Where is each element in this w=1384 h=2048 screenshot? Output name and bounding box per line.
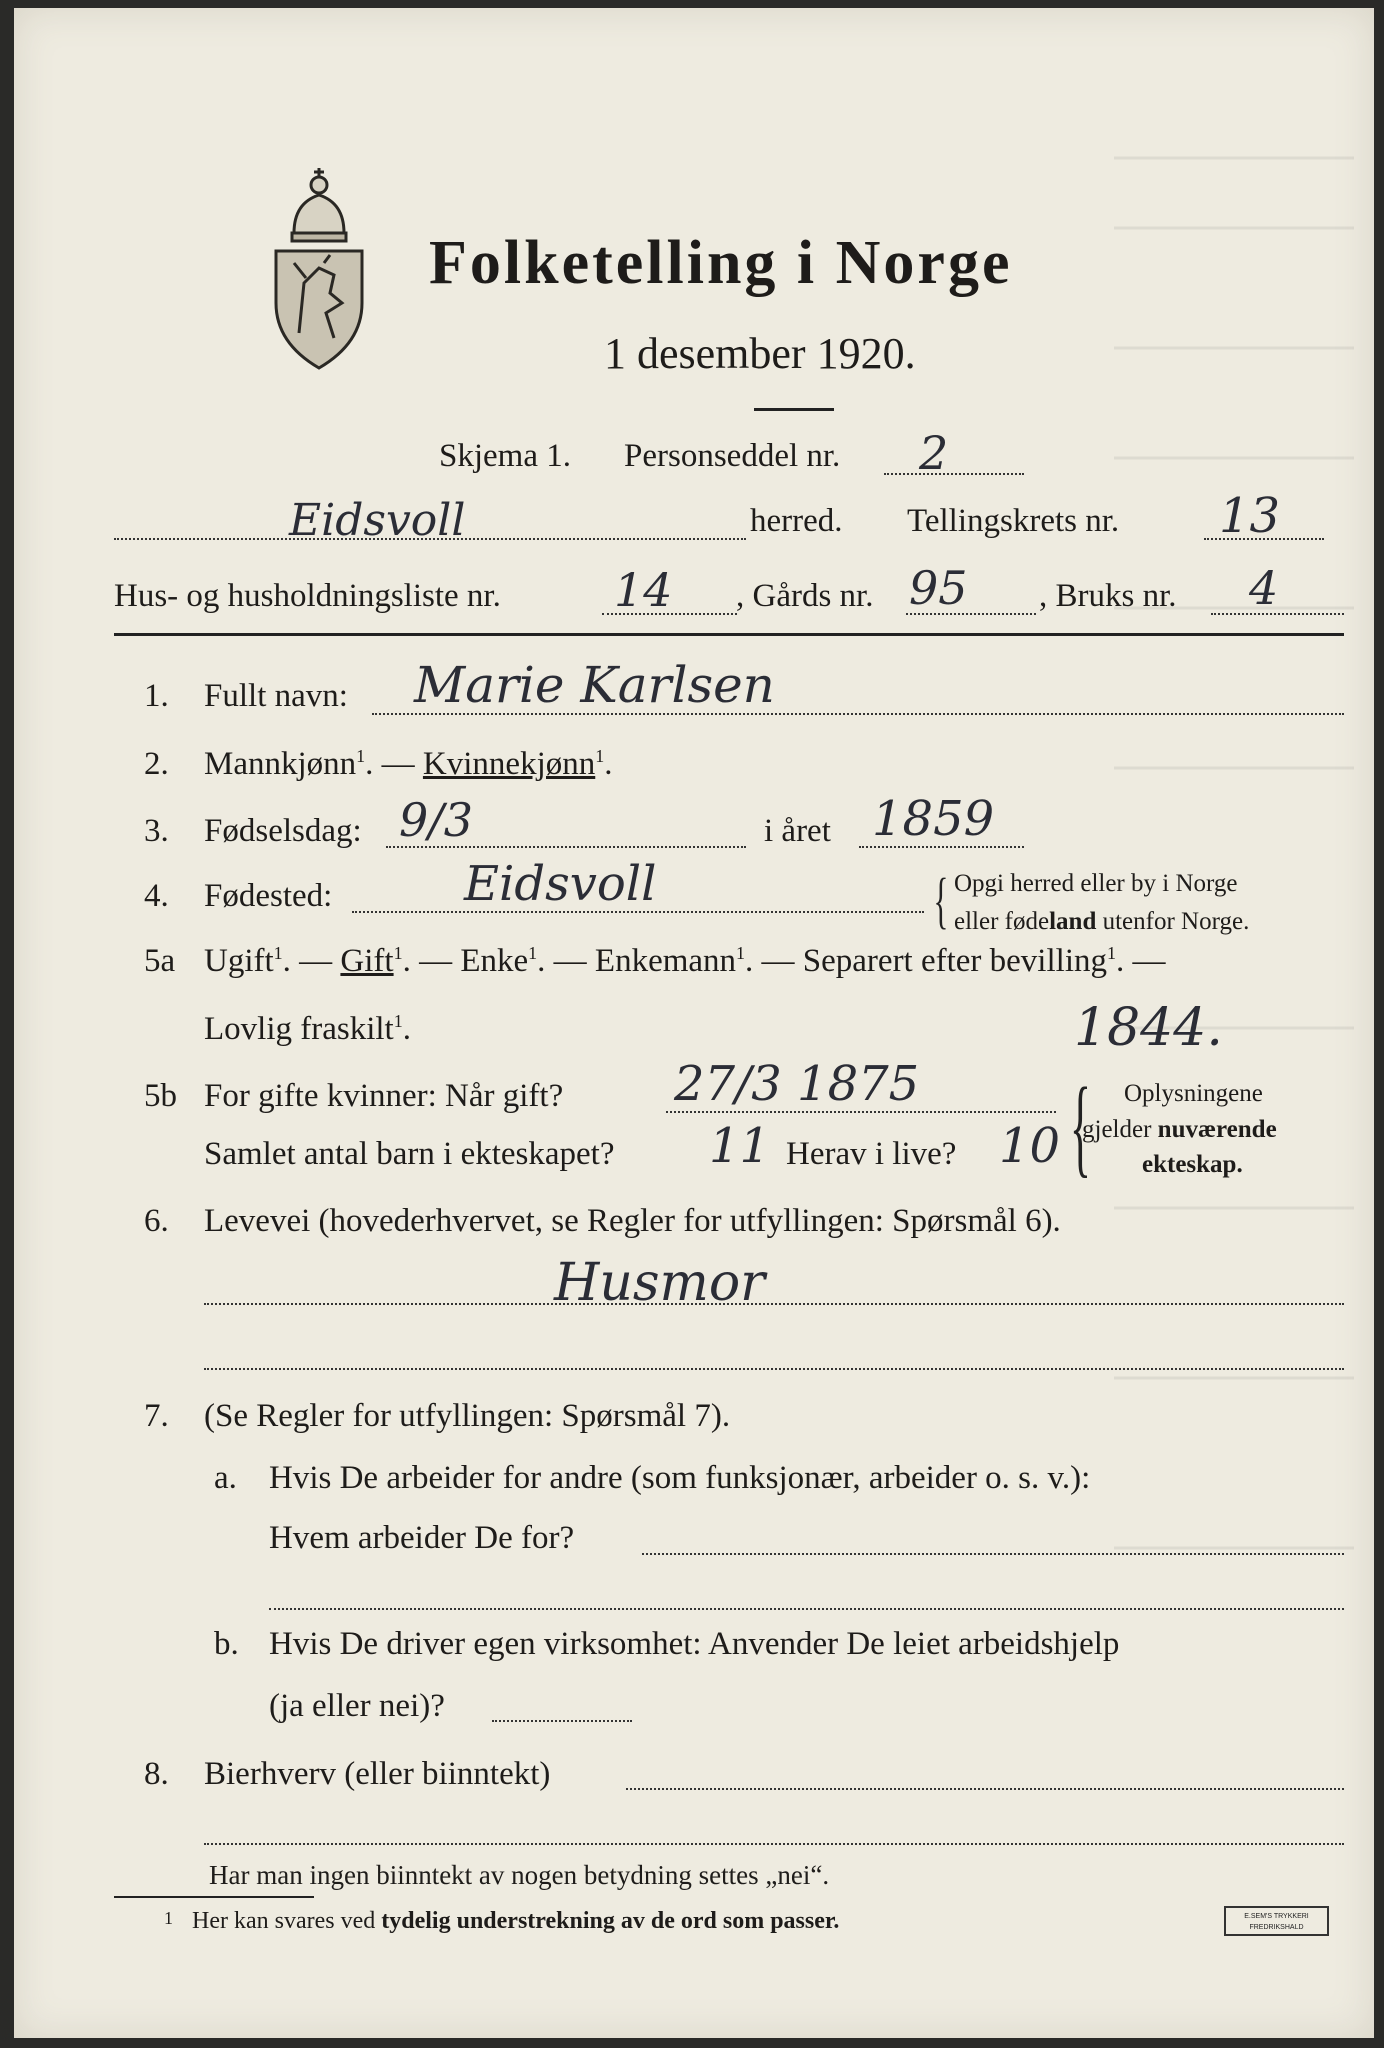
footnote-divider xyxy=(114,1896,314,1898)
bruks-value: 4 xyxy=(1249,561,1279,615)
tellingskrets-label: Tellingskrets nr. xyxy=(907,503,1120,539)
q7-label: (Se Regler for utfyllingen: Spørsmål 7). xyxy=(204,1398,731,1434)
q4-note-2: eller fødeland utenfor Norge. xyxy=(954,908,1250,935)
personseddel-label: Personseddel nr. xyxy=(624,438,841,474)
q3-value: 9/3 xyxy=(399,793,474,847)
q5a-options: Ugift$^1$. — Gift$^1$. — Enke$^1$. — Enkemann$^1$. — Separert efter bevilling$^1$. — xyxy=(204,943,1166,979)
q4-number: 4. xyxy=(144,878,169,914)
q6-value: Husmor xyxy=(554,1253,765,1313)
q1-value: Marie Karlsen xyxy=(414,656,775,714)
q7a-line-2 xyxy=(269,1608,1344,1610)
q4-brace: { xyxy=(933,867,949,935)
footnote-mark: 1 xyxy=(164,1908,173,1928)
q8-number: 8. xyxy=(144,1756,169,1792)
census-form-page xyxy=(14,8,1374,2038)
q7a-sub: Hvem arbeider De for? xyxy=(269,1520,575,1556)
q5a-handwritten-note: 1844. xyxy=(1074,998,1223,1058)
gards-label: , Gårds nr. xyxy=(736,578,874,614)
q8-note: Har man ingen biinntekt av nogen betydning settes „nei“. xyxy=(209,1860,830,1890)
q2-options: Mannkjønn$^1$. — Kvinnekjønn$^1$. xyxy=(204,746,613,782)
q4-note-1: Opgi herred eller by i Norge xyxy=(954,870,1238,897)
hus-label: Hus- og husholdningsliste nr. xyxy=(114,578,501,614)
q4-value: Eidsvoll xyxy=(464,856,657,912)
q5b-barn-value: 11 xyxy=(709,1118,771,1174)
q8-label: Bierhverv (eller biinntekt) xyxy=(204,1756,551,1792)
q1-label: Fullt navn: xyxy=(204,678,348,714)
q5b-note-2: gjelder nuværende xyxy=(1082,1116,1277,1143)
personseddel-value: 2 xyxy=(919,426,949,480)
norwegian-coat-of-arms-icon xyxy=(264,163,374,373)
q5b-live-value: 10 xyxy=(999,1118,1061,1174)
q3-year-value: 1859 xyxy=(872,791,995,847)
q2-mannkjonn: Mannkjønn xyxy=(204,746,357,782)
q7b-line xyxy=(492,1720,632,1722)
q3-aret-label: i året xyxy=(764,813,831,849)
form-date: 1 desember 1920. xyxy=(604,329,916,378)
section-divider xyxy=(114,633,1344,636)
q7b-label: Hvis De driver egen virksomhet: Anvender De leiet arbeidshjelp xyxy=(269,1626,1120,1662)
q3-label: Fødselsdag: xyxy=(204,813,362,849)
q2-kvinnekjonn: Kvinnekjønn xyxy=(422,746,596,782)
q3-number: 3. xyxy=(144,813,169,849)
herred-label: herred. xyxy=(750,503,843,539)
q6-line-1 xyxy=(204,1303,1344,1305)
hus-value: 14 xyxy=(614,563,673,617)
q5b-brace: { xyxy=(1069,1065,1091,1187)
q7b-number: b. xyxy=(214,1626,239,1662)
footnote-text: Her kan svares ved tydelig understrekning av de ord som passer. xyxy=(192,1908,840,1934)
q5b-live-label: Herav i live? xyxy=(786,1136,957,1172)
q6-label: Levevei (hovederhvervet, se Regler for utfyllingen: Spørsmål 6). xyxy=(204,1203,1061,1239)
herred-value: Eidsvoll xyxy=(289,495,466,546)
q6-number: 6. xyxy=(144,1203,169,1239)
q8-line-2 xyxy=(204,1843,1344,1845)
q1-number: 1. xyxy=(144,678,169,714)
personseddel-line xyxy=(884,473,1024,475)
q2-number: 2. xyxy=(144,746,169,782)
q5b-value: 27/3 1875 xyxy=(674,1056,920,1112)
q8-line-1 xyxy=(626,1788,1344,1790)
q7a-number: a. xyxy=(214,1460,237,1496)
q7b-sub: (ja eller nei)? xyxy=(269,1688,445,1724)
q5a-number: 5a xyxy=(144,943,176,979)
q5b-barn-label: Samlet antal barn i ekteskapet? xyxy=(204,1136,615,1172)
q7a-label: Hvis De arbeider for andre (som funksjonær, arbeider o. s. v.): xyxy=(269,1460,1091,1496)
gards-value: 95 xyxy=(909,561,968,615)
schema-label: Skjema 1. xyxy=(439,438,571,474)
q4-label: Fødested: xyxy=(204,878,333,914)
q5b-note-3: ekteskap. xyxy=(1142,1151,1243,1178)
printer-stamp: E.SEM'S TRYKKERI FREDRIKSHALD xyxy=(1224,1906,1329,1936)
q7a-line-1 xyxy=(642,1553,1344,1555)
q5b-note-1: Oplysningene xyxy=(1124,1080,1263,1107)
q5b-label: For gifte kvinner: Når gift? xyxy=(204,1078,564,1114)
tellingskrets-value: 13 xyxy=(1219,488,1281,544)
bruks-label: , Bruks nr. xyxy=(1039,578,1177,614)
q5b-number: 5b xyxy=(144,1078,177,1114)
q7-number: 7. xyxy=(144,1398,169,1434)
q6-line-2 xyxy=(204,1368,1344,1370)
q5a-lovlig: Lovlig fraskilt$^1$. xyxy=(204,1011,411,1047)
title-divider xyxy=(754,408,834,411)
form-title: Folketelling i Norge xyxy=(429,229,1013,297)
